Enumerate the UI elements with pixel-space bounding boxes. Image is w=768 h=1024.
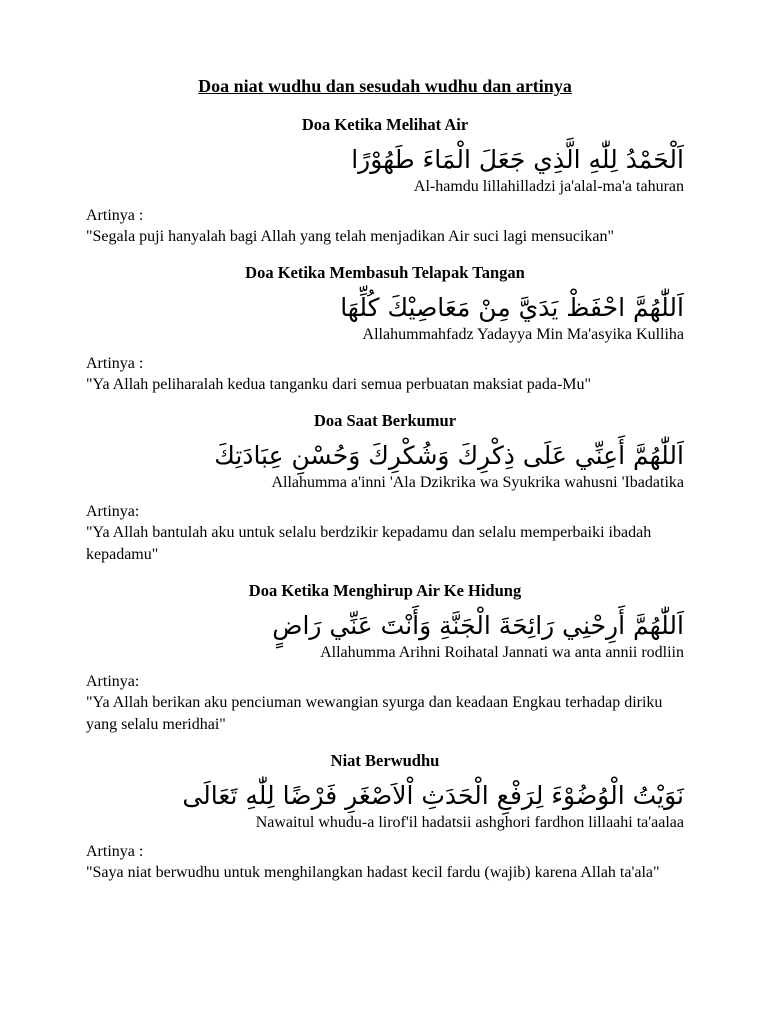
artinya-translation: "Ya Allah berikan aku penciuman wewangian syurga dan keadaan Engkau terhadap diriku yang selalu meridhai" [86, 694, 663, 733]
arabic-prayer: اَللّٰهُمَّ أَرِحْنِي رَائِحَةَ الْجَنَّةِ وَأَنْتَ عَنِّي رَاضٍ [272, 611, 684, 640]
document-title: Doa niat wudhu dan sesudah wudhu dan artinya [198, 76, 572, 96]
latin-transliteration: Allahumma a'inni 'Ala Dzikrika wa Syukrika wahusni 'Ibadatika [271, 474, 684, 491]
section-heading: Doa Saat Berkumur [313, 411, 457, 430]
artinya-label: Artinya : [86, 355, 144, 372]
latin-transliteration: Allahumma Arihni Roihatal Jannati wa anta annii rodliin [320, 644, 684, 661]
section-melihat-air [86, 114, 684, 248]
artinya-label: Artinya : [86, 843, 144, 860]
section-membasuh-telapak-tangan [86, 262, 684, 396]
section-heading: Niat Berwudhu [330, 751, 440, 770]
artinya-translation: "Segala puji hanyalah bagi Allah yang telah menjadikan Air suci lagi mensucikan" [86, 228, 615, 245]
artinya-translation: "Ya Allah peliharalah kedua tanganku dari semua perbuatan maksiat pada-Mu" [86, 376, 592, 393]
arabic-prayer: اَلْحَمْدُ لِلّٰهِ الَّذِي جَعَلَ الْمَاءَ طَهُوْرًا [351, 145, 684, 174]
arabic-prayer: نَوَيْتُ الْوُضُوْءَ لِرَفْعِ الْحَدَثِ اْلاَصْغَرِ فَرْضًا لِلّٰهِ تَعَالَى [182, 781, 684, 810]
section-heading: Doa Ketika Membasuh Telapak Tangan [245, 263, 525, 282]
artinya-label: Artinya: [86, 673, 140, 690]
artinya-label: Artinya: [86, 503, 140, 520]
latin-transliteration: Nawaitul whudu-a lirof'il hadatsii ashghori fardhon lillaahi ta'aalaa [255, 814, 684, 831]
arabic-prayer: اَللّٰهُمَّ أَعِنِّي عَلَى ذِكْرِكَ وَشُكْرِكَ وَحُسْنِ عِبَادَتِكَ [214, 441, 684, 470]
artinya-translation: "Ya Allah bantulah aku untuk selalu berdzikir kepadamu dan selalu memperbaiki ibadah kepadamu" [86, 524, 652, 563]
section-heading: Doa Ketika Menghirup Air Ke Hidung [248, 581, 522, 600]
arabic-prayer: اَللّٰهُمَّ احْفَظْ يَدَيَّ مِنْ مَعَاصِيْكَ كُلِّهَا [340, 293, 684, 322]
section-heading: Doa Ketika Melihat Air [301, 115, 469, 134]
latin-transliteration: Allahummahfadz Yadayya Min Ma'asyika Kulliha [362, 326, 684, 343]
latin-transliteration: Al-hamdu lillahilladzi ja'alal-ma'a tahuran [413, 178, 684, 195]
section-menghirup-air [86, 580, 684, 736]
artinya-translation: "Saya niat berwudhu untuk menghilangkan hadast kecil fardu (wajib) karena Allah ta'ala" [86, 864, 660, 881]
artinya-label: Artinya : [86, 207, 144, 224]
section-niat-berwudhu [86, 750, 684, 884]
section-berkumur [86, 410, 684, 566]
